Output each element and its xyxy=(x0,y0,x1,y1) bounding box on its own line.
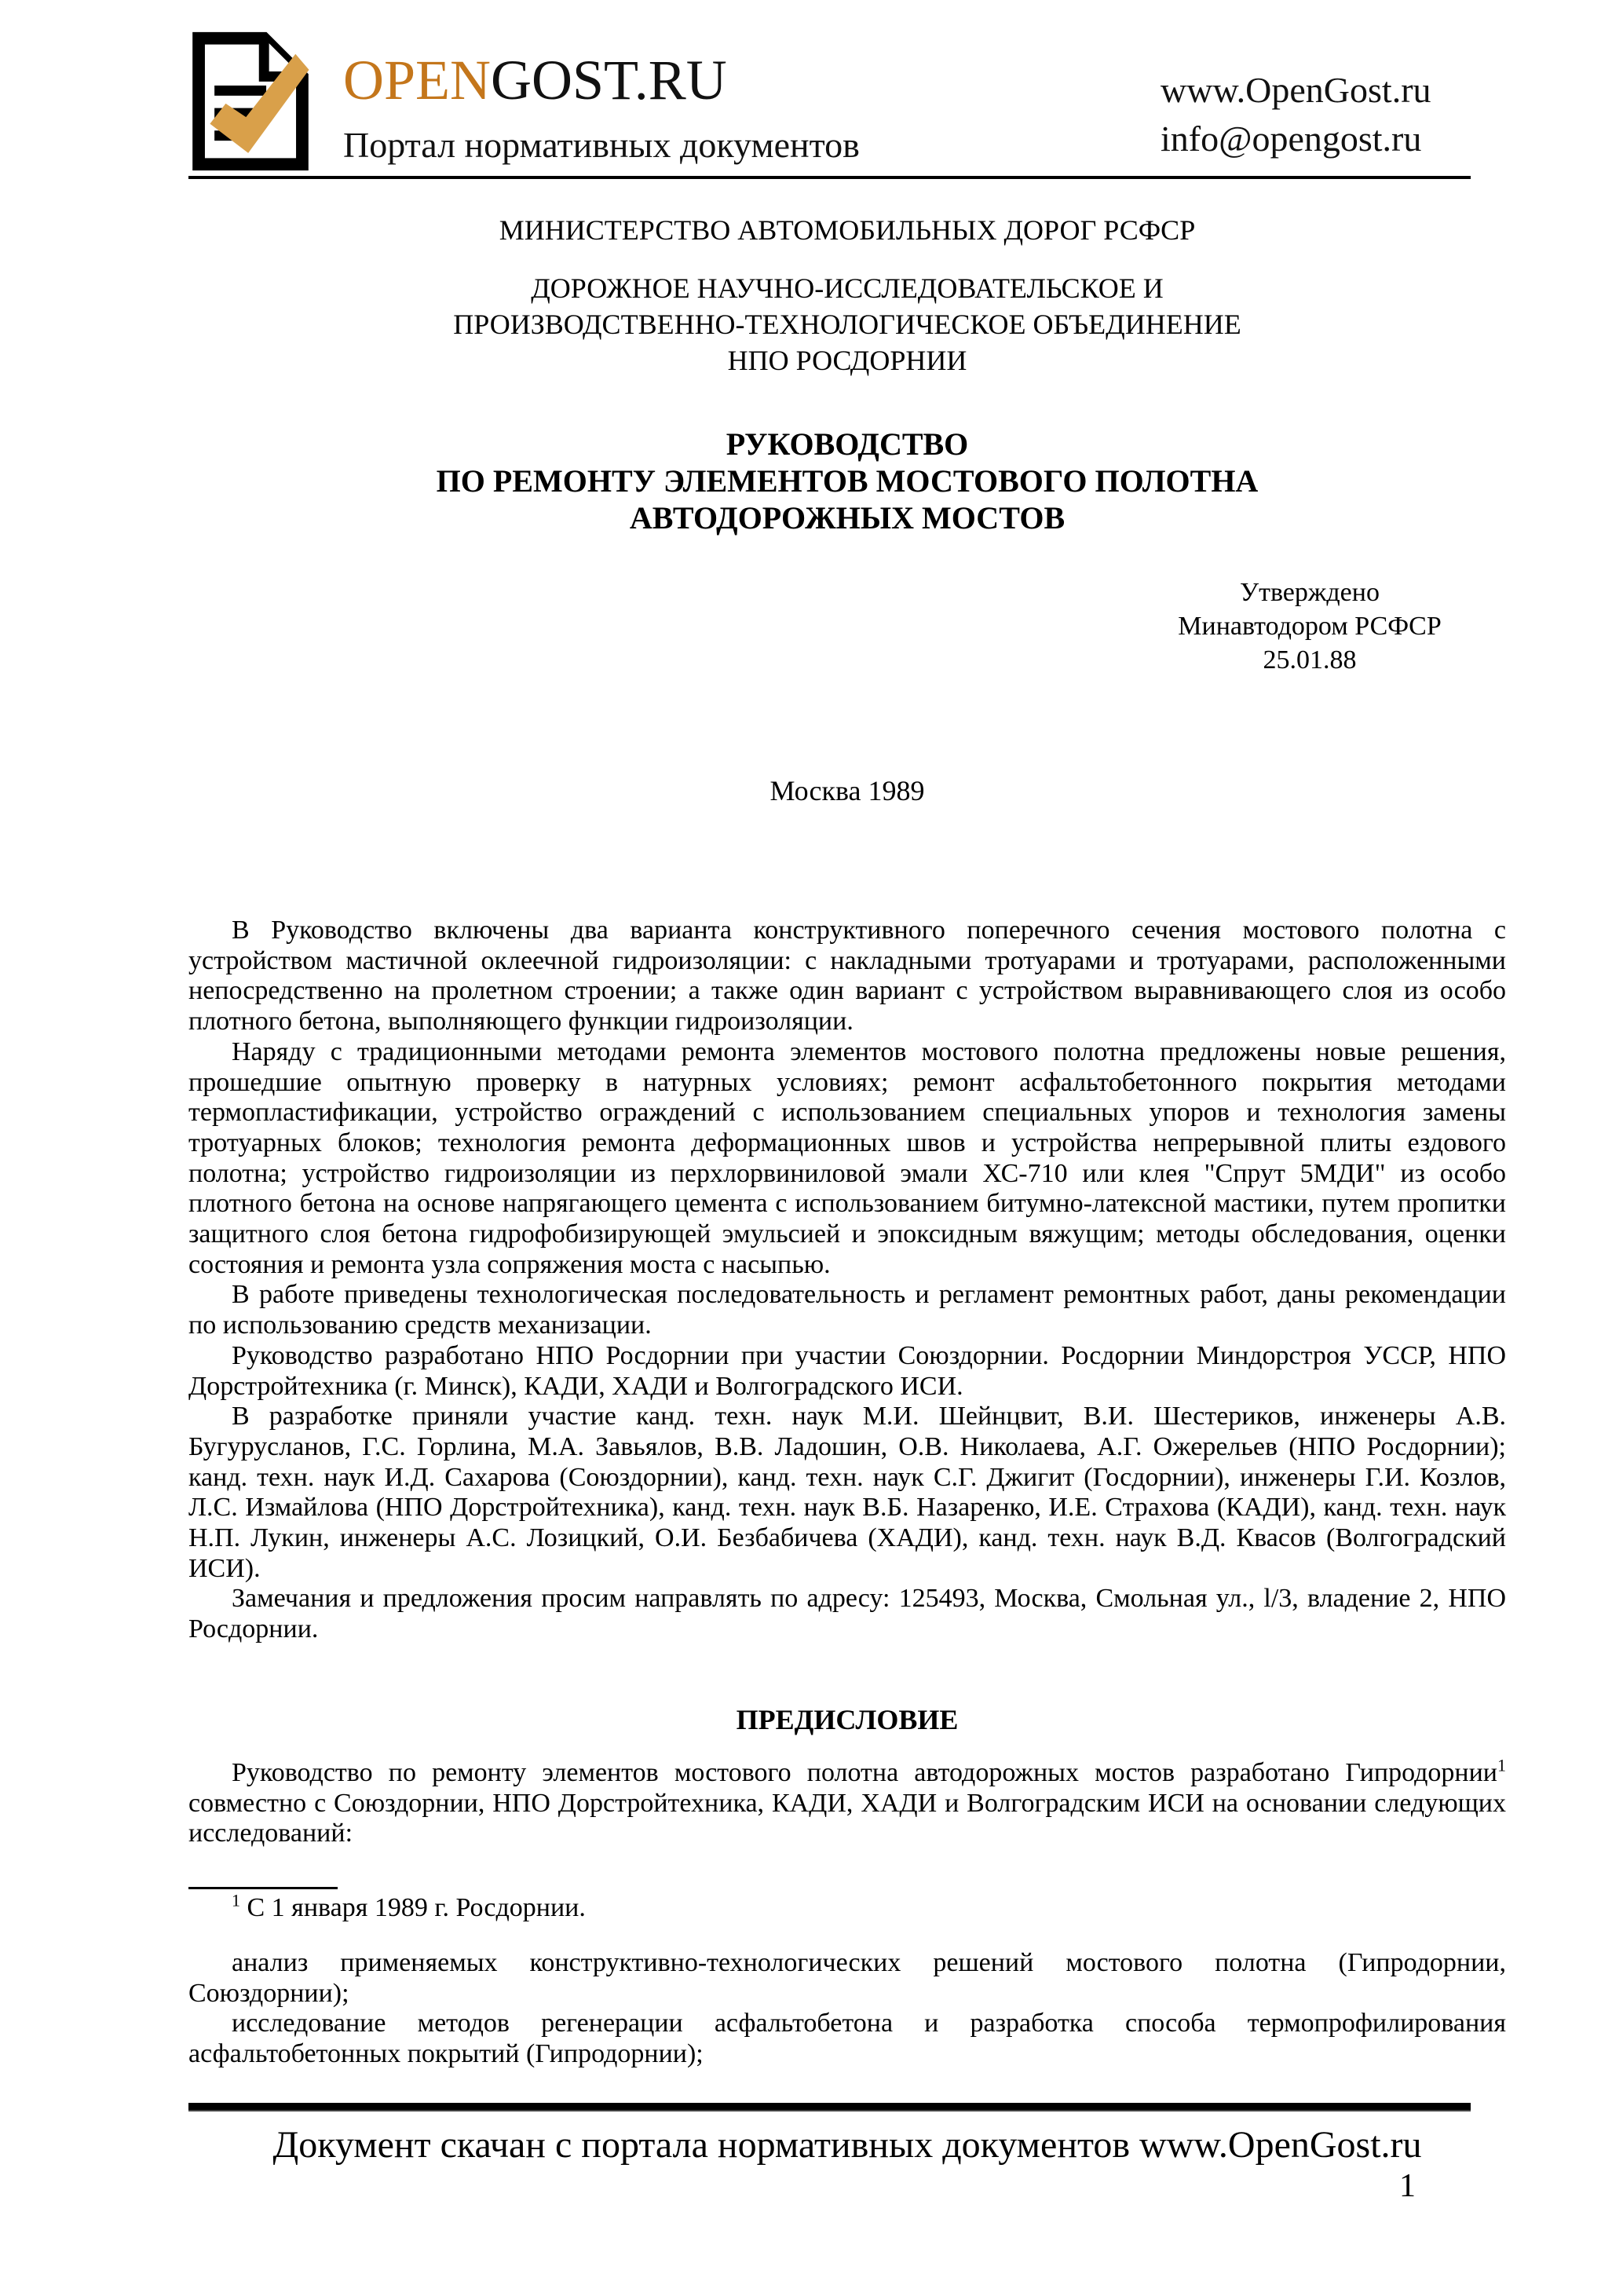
brand-title xyxy=(343,49,727,112)
annotation-section xyxy=(188,916,1506,1645)
body-paragraph: В разработке приняли участие канд. техн. наук М.И. Шейнцвит, В.И. Шестериков, инженеры А.В. Бугурусланов, Г.С. Горлина, М.А. Завьялов, В.В. Ладошин, О.В. Николаева, А.Г. Ожерельев (НПО Росдорнии); канд. техн. наук И.Д. Сахарова (Союздорнии), канд. техн. наук С.Г. Джигит (Госдорнии), инженеры Г.И. Козлов, Л.С. Измайлова (НПО Дорстройтехника), канд. техн. наук В.Б. Назаренко, И.Е. Страхова (КАДИ), канд. техн. наук Н.П. Лукин, инженеры А.С. Лозицкий, О.И. Безбабичева (ХАДИ), канд. техн. наук В.Д. Квасов (Волгоградский ИСИ). xyxy=(188,1402,1506,1583)
footnote-divider xyxy=(188,1887,338,1889)
footnote-text: С 1 января 1989 г. Росдорнии. xyxy=(240,1892,586,1922)
preface-heading: ПРЕДИСЛОВИЕ xyxy=(736,1703,959,1735)
footnote-number: 1 xyxy=(232,1890,240,1910)
body-paragraph: Наряду с традиционными методами ремонта элементов мостового полотна предложены новые решения, прошедшие опытную проверку в натурных условиях; ремонт асфальтобетонного покрытия методами термопластификации, устройство ограждений с использованием специальных упоров и технология замены тротуарных блоков; технология ремонта деформационных швов и устройства непрерывной плиты ездового полотна; устройство гидроизоляции из перхлорвиниловой эмали ХС-710 или клея "Спрут 5МДИ" из особо плотного бетона на основе напрягающего цемента с использованием битумно-латексной мастики, путем пропитки защитного слоя бетона гидрофобизирующей эмульсией и эпоксидным вяжущим; методы обследования, оценки состояния и ремонта узла сопряжения моста с насыпью. xyxy=(188,1036,1506,1279)
preface-paragraph xyxy=(188,1755,1506,1849)
organization-line: ПРОИЗВОДСТВЕННО-ТЕХНОЛОГИЧЕСКОЕ ОБЪЕДИНЕНИЕ xyxy=(453,309,1241,340)
research-item: анализ применяемых конструктивно-технологических решений мостового полотна (Гипродорнии, Союздорнии); xyxy=(188,1947,1506,2008)
document-content xyxy=(188,199,1506,2070)
email-address: info@opengost.ru xyxy=(1161,119,1422,159)
approval-date: 25.01.88 xyxy=(1263,645,1357,675)
approval-block xyxy=(1145,576,1475,677)
approval-line: Утверждено xyxy=(1240,578,1380,607)
opengost-logo-icon xyxy=(183,31,318,171)
approval-line: Минавтодором РСФСР xyxy=(1178,612,1442,641)
ministry-heading: МИНИСТЕРСТВО АВТОМОБИЛЬНЫХ ДОРОГ РСФСР xyxy=(499,214,1196,246)
place-year: Москва 1989 xyxy=(769,775,925,806)
footer-rule xyxy=(188,2103,1471,2111)
footnote-ref: 1 xyxy=(1497,1755,1506,1775)
page-number: 1 xyxy=(1399,2168,1416,2204)
document-title xyxy=(188,426,1506,536)
research-item: исследование методов регенерации асфальтобетона и разработка способа термопрофилирования асфальтобетонных покрытий (Гипродорнии); xyxy=(188,2009,1506,2069)
body-paragraph: В работе приведены технологическая последовательность и регламент ремонтных работ, даны рекомендации по использованию средств механизации. xyxy=(188,1280,1506,1340)
header-rule xyxy=(188,176,1471,179)
contact-block xyxy=(1161,66,1431,163)
body-paragraph: Руководство разработано НПО Росдорнии при участии Союздорнии. Росдорнии Миндорстроя УССР, НПО Дорстройтехника (г. Минск), КАДИ, ХАДИ и Волгоградского ИСИ. xyxy=(188,1340,1506,1401)
body-paragraph: В Руководство включены два варианта конструктивного поперечного сечения мостового полотна с устройством мастичной оклеечной гидроизоляции: с накладными тротуарами и тротуарами, расположенными непосредственно на пролетном строении; а также один вариант с устройством выравнивающего слоя из особо плотного бетона, выполняющего функции гидроизоляции. xyxy=(188,916,1506,1036)
website-url: www.OpenGost.ru xyxy=(1161,70,1431,110)
preface-text: совместно с Союздорнии, НПО Дорстройтехника, КАДИ, ХАДИ и Волгоградским ИСИ на основании следующих исследований: xyxy=(188,1788,1506,1848)
organization-line: ДОРОЖНОЕ НАУЧНО-ИССЛЕДОВАТЕЛЬСКОЕ И xyxy=(531,272,1164,304)
organization-line: НПО РОСДОРНИИ xyxy=(727,345,967,376)
footer-note: Документ скачан с портала нормативных документов www.OpenGost.ru xyxy=(272,2124,1422,2166)
organization-heading xyxy=(188,270,1506,378)
brand-gost: GOST.RU xyxy=(491,49,727,112)
footnote xyxy=(188,1892,1506,1923)
brand-open: OPEN xyxy=(343,49,492,112)
research-list xyxy=(188,1948,1506,2070)
document-title-line: ПО РЕМОНТУ ЭЛЕМЕНТОВ МОСТОВОГО ПОЛОТНА xyxy=(436,463,1259,499)
brand-tagline: Портал нормативных документов xyxy=(343,125,860,165)
document-title-line: РУКОВОДСТВО xyxy=(726,426,969,462)
body-paragraph: Замечания и предложения просим направлять по адресу: 125493, Москва, Смольная ул., l/3, владение 2, НПО Росдорнии. xyxy=(188,1584,1506,1644)
document-title-line: АВТОДОРОЖНЫХ МОСТОВ xyxy=(629,500,1066,536)
preface-text: Руководство по ремонту элементов мостового полотна автодорожных мостов разработано Гипродорнии xyxy=(232,1757,1497,1787)
